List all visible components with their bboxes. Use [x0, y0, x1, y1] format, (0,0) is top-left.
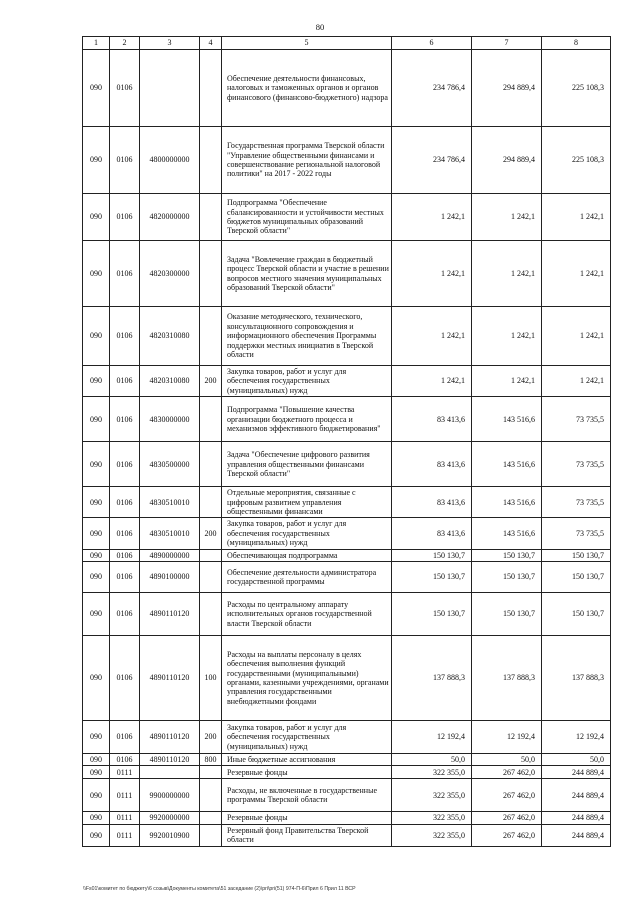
row-col-1-code: 090 [83, 766, 110, 779]
row-col-1-code: 090 [83, 241, 110, 307]
row-col-8-value: 1 242,1 [542, 307, 611, 366]
row-col-4-expense-type: 100 [200, 636, 222, 721]
row-col-4-expense-type [200, 127, 222, 194]
row-col-1-code: 090 [83, 442, 110, 487]
row-col-6-value: 12 192,4 [392, 721, 472, 754]
row-col-6-value: 234 786,4 [392, 127, 472, 194]
row-col-6-value: 50,0 [392, 754, 472, 766]
row-col-8-value: 1 242,1 [542, 241, 611, 307]
table-row [83, 549, 611, 561]
row-col-6-value: 322 355,0 [392, 779, 472, 812]
row-col-2-section: 0106 [110, 50, 140, 127]
row-col-5-description: Закупка товаров, работ и услуг для обеспечения государственных (муниципальных) нужд [222, 721, 392, 754]
row-col-7-value: 1 242,1 [472, 307, 542, 366]
row-col-1-code: 090 [83, 562, 110, 593]
row-col-7-value: 150 130,7 [472, 549, 542, 561]
row-col-2-section: 0106 [110, 442, 140, 487]
row-col-4-expense-type [200, 593, 222, 636]
row-col-5-description: Задача "Вовлечение граждан в бюджетный процесс Тверской области и участие в решении вопросов местного значения муниципальных образований Тверской области" [222, 241, 392, 307]
row-col-8-value: 1 242,1 [542, 194, 611, 241]
page-number: 80 [315, 22, 325, 32]
row-col-8-value: 73 735,5 [542, 487, 611, 518]
row-col-7-value: 143 516,6 [472, 397, 542, 442]
row-col-4-expense-type [200, 549, 222, 561]
row-col-5-description: Обеспечивающая подпрограмма [222, 549, 392, 561]
row-col-2-section: 0106 [110, 549, 140, 561]
row-col-3-target: 4830500000 [140, 442, 200, 487]
row-col-8-value: 244 889,4 [542, 824, 611, 846]
row-col-6-value: 322 355,0 [392, 812, 472, 824]
row-col-3-target: 4820310080 [140, 366, 200, 397]
row-col-2-section: 0106 [110, 593, 140, 636]
row-col-3-target: 9920010900 [140, 824, 200, 846]
row-col-5-description: Обеспечение деятельности администратора государственной программы [222, 562, 392, 593]
row-col-2-section: 0111 [110, 766, 140, 779]
row-col-5-description: Резервные фонды [222, 812, 392, 824]
row-col-5-description: Закупка товаров, работ и услуг для обеспечения государственных (муниципальных) нужд [222, 366, 392, 397]
row-col-1-code: 090 [83, 487, 110, 518]
row-col-7-value: 267 462,0 [472, 824, 542, 846]
table-row [83, 562, 611, 593]
row-col-8-value: 244 889,4 [542, 766, 611, 779]
row-col-7-value: 12 192,4 [472, 721, 542, 754]
row-col-8-value: 1 242,1 [542, 366, 611, 397]
row-col-1-code: 090 [83, 307, 110, 366]
row-col-8-value: 50,0 [542, 754, 611, 766]
row-col-4-expense-type: 800 [200, 754, 222, 766]
row-col-6-value: 83 413,6 [392, 518, 472, 549]
row-col-3-target: 9900000000 [140, 779, 200, 812]
row-col-2-section: 0111 [110, 779, 140, 812]
row-col-2-section: 0106 [110, 397, 140, 442]
row-col-8-value: 150 130,7 [542, 549, 611, 561]
row-col-4-expense-type [200, 241, 222, 307]
row-col-4-expense-type [200, 307, 222, 366]
row-col-3-target: 4820000000 [140, 194, 200, 241]
table-row [83, 442, 611, 487]
table-row [83, 194, 611, 241]
row-col-6-value: 1 242,1 [392, 241, 472, 307]
row-col-7-value: 143 516,6 [472, 487, 542, 518]
row-col-6-value: 150 130,7 [392, 562, 472, 593]
row-col-3-target [140, 50, 200, 127]
row-col-5-description: Расходы, не включенные в государственные программы Тверской области [222, 779, 392, 812]
row-col-8-value: 225 108,3 [542, 127, 611, 194]
row-col-5-description: Расходы по центральному аппарату исполнительных органов государственной власти Тверской области [222, 593, 392, 636]
row-col-2-section: 0111 [110, 812, 140, 824]
row-col-3-target: 4830510010 [140, 518, 200, 549]
row-col-5-description: Отдельные мероприятия, связанные с цифровым развитием управления общественными финансами [222, 487, 392, 518]
row-col-2-section: 0106 [110, 562, 140, 593]
row-col-3-target: 4890100000 [140, 562, 200, 593]
row-col-8-value: 73 735,5 [542, 397, 611, 442]
row-col-5-description: Государственная программа Тверской области "Управление общественными финансами и совершенствование региональной налоговой политики" на 2017 - 2022 годы [222, 127, 392, 194]
table-row [83, 812, 611, 824]
header-col-4: 4 [200, 37, 222, 50]
row-col-5-description: Резервные фонды [222, 766, 392, 779]
row-col-4-expense-type: 200 [200, 518, 222, 549]
row-col-7-value: 1 242,1 [472, 194, 542, 241]
row-col-1-code: 090 [83, 812, 110, 824]
row-col-1-code: 090 [83, 779, 110, 812]
row-col-5-description: Иные бюджетные ассигнования [222, 754, 392, 766]
row-col-6-value: 83 413,6 [392, 442, 472, 487]
table-row [83, 636, 611, 721]
row-col-7-value: 143 516,6 [472, 518, 542, 549]
row-col-7-value: 294 889,4 [472, 127, 542, 194]
row-col-7-value: 143 516,6 [472, 442, 542, 487]
row-col-6-value: 322 355,0 [392, 766, 472, 779]
header-col-5: 5 [222, 37, 392, 50]
row-col-7-value: 150 130,7 [472, 593, 542, 636]
row-col-1-code: 090 [83, 50, 110, 127]
row-col-8-value: 150 130,7 [542, 593, 611, 636]
table-body [83, 50, 611, 847]
row-col-7-value: 1 242,1 [472, 241, 542, 307]
row-col-8-value: 12 192,4 [542, 721, 611, 754]
row-col-3-target [140, 766, 200, 779]
table-row [83, 754, 611, 766]
row-col-2-section: 0111 [110, 824, 140, 846]
row-col-3-target: 9920000000 [140, 812, 200, 824]
row-col-2-section: 0106 [110, 636, 140, 721]
row-col-2-section: 0106 [110, 754, 140, 766]
row-col-6-value: 137 888,3 [392, 636, 472, 721]
row-col-1-code: 090 [83, 593, 110, 636]
row-col-5-description: Резервный фонд Правительства Тверской области [222, 824, 392, 846]
row-col-2-section: 0106 [110, 241, 140, 307]
row-col-7-value: 267 462,0 [472, 766, 542, 779]
table-row [83, 518, 611, 549]
row-col-7-value: 1 242,1 [472, 366, 542, 397]
row-col-1-code: 090 [83, 127, 110, 194]
row-col-1-code: 090 [83, 754, 110, 766]
row-col-4-expense-type: 200 [200, 721, 222, 754]
row-col-4-expense-type [200, 812, 222, 824]
row-col-4-expense-type [200, 824, 222, 846]
table-row [83, 241, 611, 307]
row-col-4-expense-type [200, 442, 222, 487]
row-col-3-target: 4830510010 [140, 487, 200, 518]
row-col-3-target: 4890110120 [140, 721, 200, 754]
row-col-3-target: 4820300000 [140, 241, 200, 307]
row-col-6-value: 234 786,4 [392, 50, 472, 127]
row-col-7-value: 137 888,3 [472, 636, 542, 721]
row-col-2-section: 0106 [110, 194, 140, 241]
row-col-6-value: 1 242,1 [392, 194, 472, 241]
row-col-8-value: 73 735,5 [542, 518, 611, 549]
row-col-4-expense-type [200, 779, 222, 812]
row-col-2-section: 0106 [110, 307, 140, 366]
row-col-6-value: 150 130,7 [392, 593, 472, 636]
row-col-4-expense-type [200, 194, 222, 241]
row-col-2-section: 0106 [110, 518, 140, 549]
table-row [83, 593, 611, 636]
table-row [83, 50, 611, 127]
row-col-5-description: Оказание методического, технического, консультационного сопровождения и информационного обеспечения Программы поддержки местных инициатив в Тверской области [222, 307, 392, 366]
header-col-8: 8 [542, 37, 611, 50]
row-col-4-expense-type [200, 562, 222, 593]
row-col-1-code: 090 [83, 824, 110, 846]
table-row [83, 824, 611, 846]
row-col-4-expense-type [200, 50, 222, 127]
header-col-7: 7 [472, 37, 542, 50]
row-col-5-description: Обеспечение деятельности финансовых, налоговых и таможенных органов и органов финансового (финансово-бюджетного) надзора [222, 50, 392, 127]
row-col-6-value: 83 413,6 [392, 487, 472, 518]
header-row [83, 37, 611, 50]
table-row [83, 721, 611, 754]
row-col-4-expense-type: 200 [200, 366, 222, 397]
table-row [83, 366, 611, 397]
row-col-3-target: 4830000000 [140, 397, 200, 442]
row-col-1-code: 090 [83, 721, 110, 754]
row-col-6-value: 1 242,1 [392, 366, 472, 397]
row-col-3-target: 4890110120 [140, 636, 200, 721]
table-row [83, 307, 611, 366]
row-col-4-expense-type [200, 397, 222, 442]
row-col-8-value: 244 889,4 [542, 779, 611, 812]
table-row [83, 779, 611, 812]
header-col-6: 6 [392, 37, 472, 50]
row-col-8-value: 137 888,3 [542, 636, 611, 721]
row-col-4-expense-type [200, 487, 222, 518]
row-col-4-expense-type [200, 766, 222, 779]
table-row [83, 487, 611, 518]
row-col-2-section: 0106 [110, 127, 140, 194]
row-col-7-value: 267 462,0 [472, 779, 542, 812]
row-col-3-target: 4820310080 [140, 307, 200, 366]
table-row [83, 766, 611, 779]
row-col-1-code: 090 [83, 636, 110, 721]
row-col-3-target: 4800000000 [140, 127, 200, 194]
table-row [83, 127, 611, 194]
row-col-8-value: 73 735,5 [542, 442, 611, 487]
row-col-3-target: 4890000000 [140, 549, 200, 561]
row-col-1-code: 090 [83, 366, 110, 397]
row-col-5-description: Задача "Обеспечение цифрового развития управления общественными финансами Тверской области" [222, 442, 392, 487]
row-col-1-code: 090 [83, 549, 110, 561]
row-col-5-description: Расходы на выплаты персоналу в целях обеспечения выполнения функций государственными (муниципальными) органами, казенными учреждениями, органами управления государственными внебюджетными фондами [222, 636, 392, 721]
row-col-7-value: 150 130,7 [472, 562, 542, 593]
row-col-5-description: Закупка товаров, работ и услуг для обеспечения государственных (муниципальных) нужд [222, 518, 392, 549]
row-col-1-code: 090 [83, 194, 110, 241]
row-col-3-target: 4890110120 [140, 593, 200, 636]
row-col-6-value: 150 130,7 [392, 549, 472, 561]
row-col-8-value: 244 889,4 [542, 812, 611, 824]
header-col-1: 1 [83, 37, 110, 50]
row-col-6-value: 322 355,0 [392, 824, 472, 846]
row-col-7-value: 294 889,4 [472, 50, 542, 127]
budget-table [82, 36, 611, 847]
row-col-6-value: 1 242,1 [392, 307, 472, 366]
row-col-2-section: 0106 [110, 487, 140, 518]
row-col-3-target: 4890110120 [140, 754, 200, 766]
header-col-3: 3 [140, 37, 200, 50]
row-col-2-section: 0106 [110, 366, 140, 397]
row-col-5-description: Подпрограмма "Обеспечение сбалансированности и устойчивости местных бюджетов муниципальных образований Тверской области" [222, 194, 392, 241]
row-col-6-value: 83 413,6 [392, 397, 472, 442]
row-col-1-code: 090 [83, 397, 110, 442]
row-col-8-value: 225 108,3 [542, 50, 611, 127]
row-col-7-value: 267 462,0 [472, 812, 542, 824]
table-row [83, 397, 611, 442]
row-col-7-value: 50,0 [472, 754, 542, 766]
row-col-5-description: Подпрограмма "Повышение качества организации бюджетного процесса и механизмов эффективного бюджетирования" [222, 397, 392, 442]
footer-file-path: \\Fs01\комитет по бюджету\6 созыв\Документы комитета\51 заседание (2)\pri\pri(51) 974-П-6\Прил 6 Прил 11 ВСР [83, 886, 356, 892]
row-col-2-section: 0106 [110, 721, 140, 754]
row-col-8-value: 150 130,7 [542, 562, 611, 593]
row-col-1-code: 090 [83, 518, 110, 549]
header-col-2: 2 [110, 37, 140, 50]
